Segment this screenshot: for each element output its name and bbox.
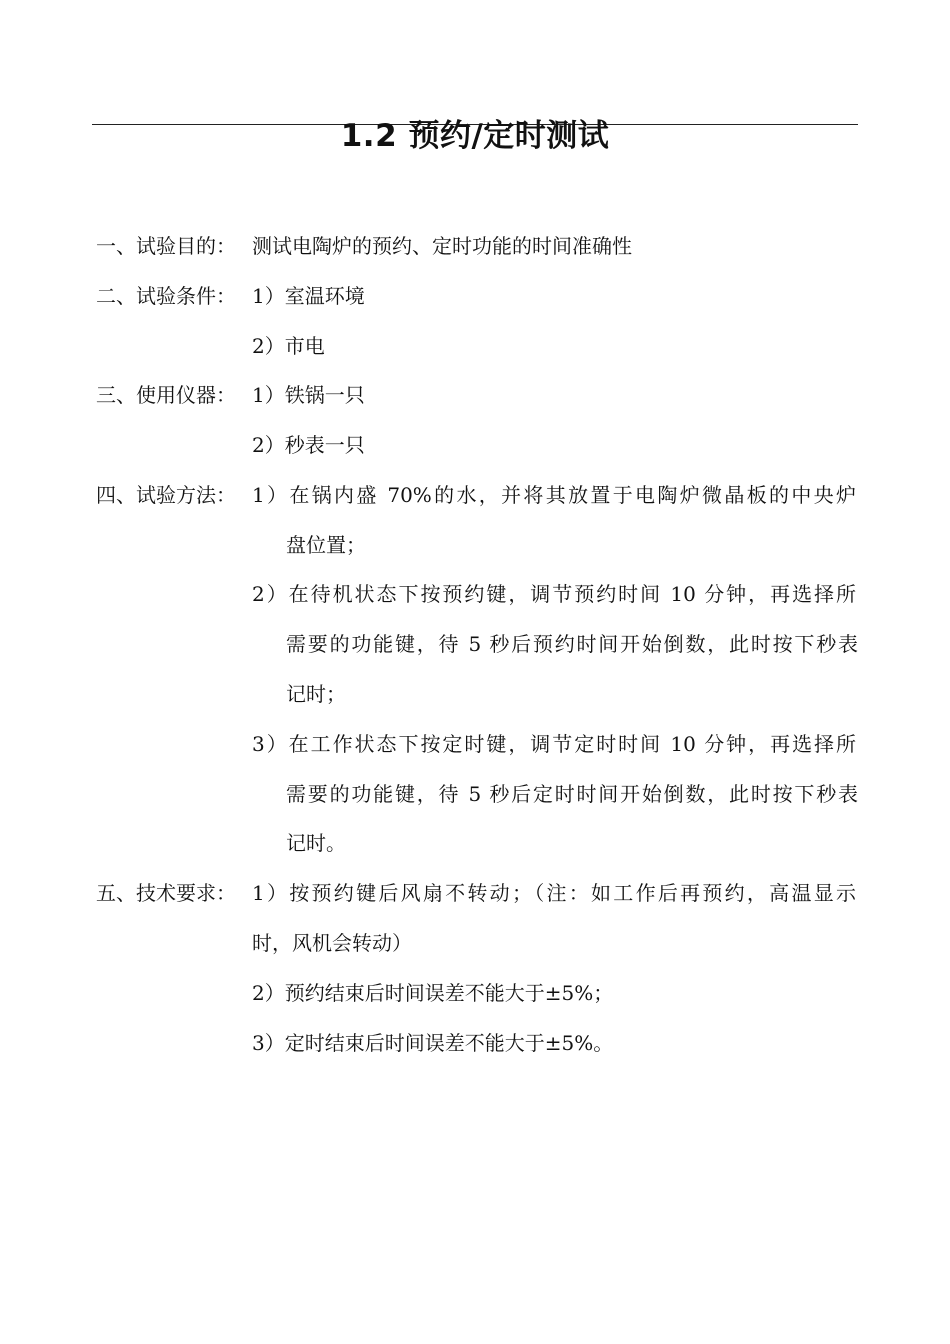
section-label-instruments: 三、使用仪器： — [96, 383, 236, 407]
section-label-purpose: 一、试验目的： — [96, 234, 236, 258]
method-step-3-line-1: 3）在工作状态下按定时键，调节定时时间 10 分钟，再选择所 — [252, 732, 856, 756]
requirement-1-line-2: 时，风机会转动） — [252, 931, 412, 955]
requirement-2: 2）预约结束后时间误差不能大于±5%； — [252, 981, 614, 1005]
method-step-3-line-3: 记时。 — [286, 831, 346, 855]
condition-item-2: 2）市电 — [252, 334, 325, 358]
method-step-2-line-1: 2）在待机状态下按预约键，调节预约时间 10 分钟，再选择所 — [252, 582, 856, 606]
section-label-method: 四、试验方法： — [96, 483, 236, 507]
method-step-2-line-3: 记时； — [286, 682, 346, 706]
instrument-item-1: 1）铁锅一只 — [252, 383, 365, 407]
requirement-1-line-1: 1）按预约键后风扇不转动；（注：如工作后再预约，高温显示 — [252, 881, 856, 905]
page-title: 1.2 预约/定时测试 — [340, 118, 610, 154]
requirement-3: 3）定时结束后时间误差不能大于±5%。 — [252, 1031, 614, 1055]
section-label-conditions: 二、试验条件： — [96, 284, 236, 308]
condition-item-1: 1）室温环境 — [252, 284, 365, 308]
method-step-1-line-1: 1）在锅内盛 70%的水，并将其放置于电陶炉微晶板的中央炉 — [252, 483, 856, 507]
method-step-3-line-2: 需要的功能键，待 5 秒后定时时间开始倒数，此时按下秒表 — [286, 782, 858, 806]
method-step-1-line-2: 盘位置； — [286, 533, 366, 557]
method-step-2-line-2: 需要的功能键，待 5 秒后预约时间开始倒数，此时按下秒表 — [286, 632, 858, 656]
section-label-requirements: 五、技术要求： — [96, 881, 236, 905]
section-text-purpose: 测试电陶炉的预约、定时功能的时间准确性 — [252, 234, 632, 258]
instrument-item-2: 2）秒表一只 — [252, 433, 365, 457]
